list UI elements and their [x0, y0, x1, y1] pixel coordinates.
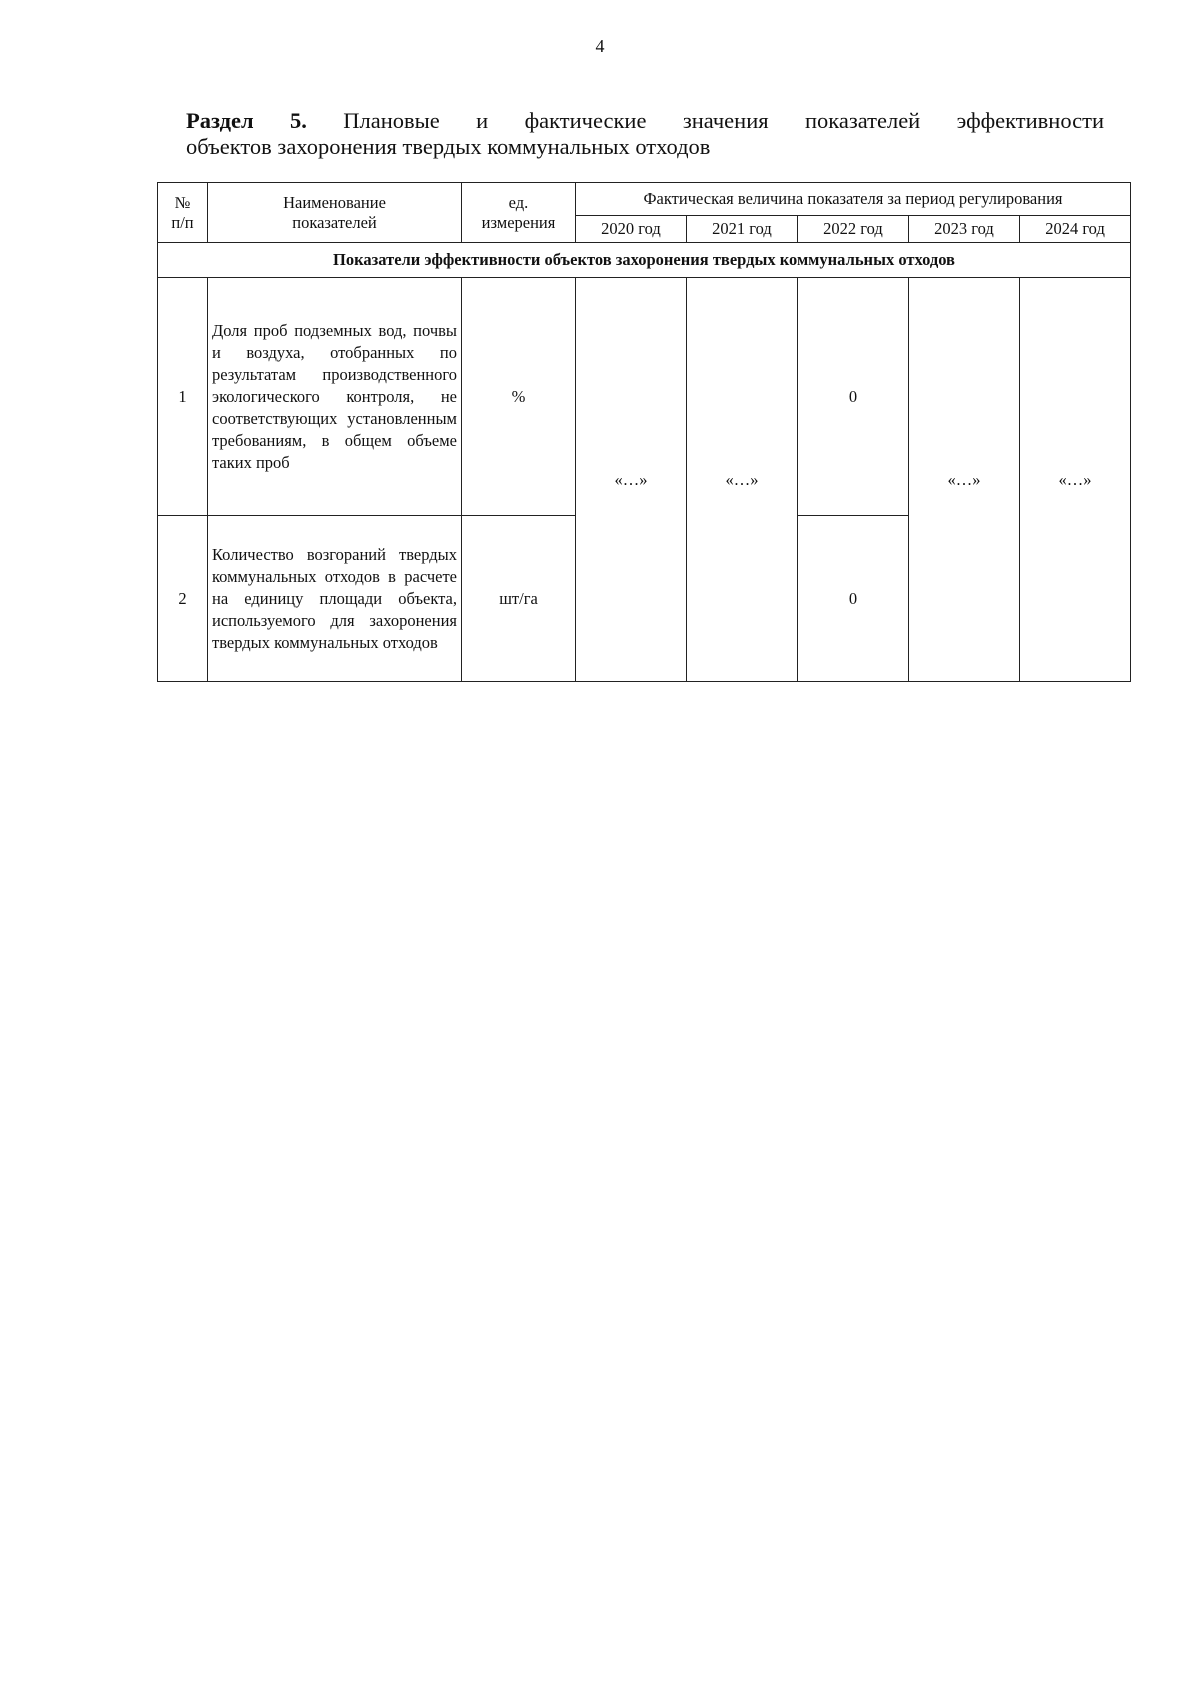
row-1-value-2022: 0 [798, 278, 909, 516]
value-2020: «…» [576, 278, 687, 682]
header-year-2021: 2021 год [687, 216, 798, 243]
page-number: 4 [595, 36, 605, 56]
row-2-num: 2 [158, 516, 208, 682]
header-name-line-1: Наименование [283, 192, 386, 212]
row-1-num: 1 [158, 278, 208, 516]
header-year-2023: 2023 год [909, 216, 1020, 243]
header-period: Фактическая величина показателя за период регулирования [576, 183, 1131, 216]
header-num-line-1: № [174, 192, 191, 212]
heading-title-part-1: Плановые и фактические значения показателей эффективности [343, 108, 1104, 133]
value-2021: «…» [687, 278, 798, 682]
value-2024: «…» [1020, 278, 1131, 682]
row-1-name: Доля проб подземных вод, почвы и воздуха, отобранных по результатам производственного экологического контроля, не соответствующих установленным требованиям, в общем объеме таких проб [208, 278, 462, 516]
table-row [158, 278, 1131, 516]
header-unit-line-2: измерения [481, 212, 556, 232]
section-heading [186, 108, 1104, 160]
heading-line-1 [186, 108, 1104, 134]
heading-section-label: Раздел 5. [186, 108, 307, 133]
header-year-2020: 2020 год [576, 216, 687, 243]
row-2-name: Количество возгораний твердых коммунальных отходов в расчете на единицу площади объекта, используемого для захоронения твердых коммунальных отходов [208, 516, 462, 682]
header-year-2022: 2022 год [798, 216, 909, 243]
header-unit [462, 183, 576, 243]
header-row-top [158, 183, 1131, 216]
row-2-unit: шт/га [462, 516, 576, 682]
header-year-2024: 2024 год [1020, 216, 1131, 243]
section-title: Показатели эффективности объектов захоронения твердых коммунальных отходов [158, 243, 1131, 278]
header-unit-line-1: ед. [508, 192, 529, 212]
header-num-line-2: п/п [171, 212, 194, 232]
header-name [208, 183, 462, 243]
header-num [158, 183, 208, 243]
row-1-unit: % [462, 278, 576, 516]
row-2-value-2022: 0 [798, 516, 909, 682]
value-2023: «…» [909, 278, 1020, 682]
heading-line-2: объектов захоронения твердых коммунальных отходов [186, 134, 711, 159]
section-row [158, 243, 1131, 278]
header-name-line-2: показателей [292, 212, 377, 232]
indicators-table [157, 182, 1131, 682]
